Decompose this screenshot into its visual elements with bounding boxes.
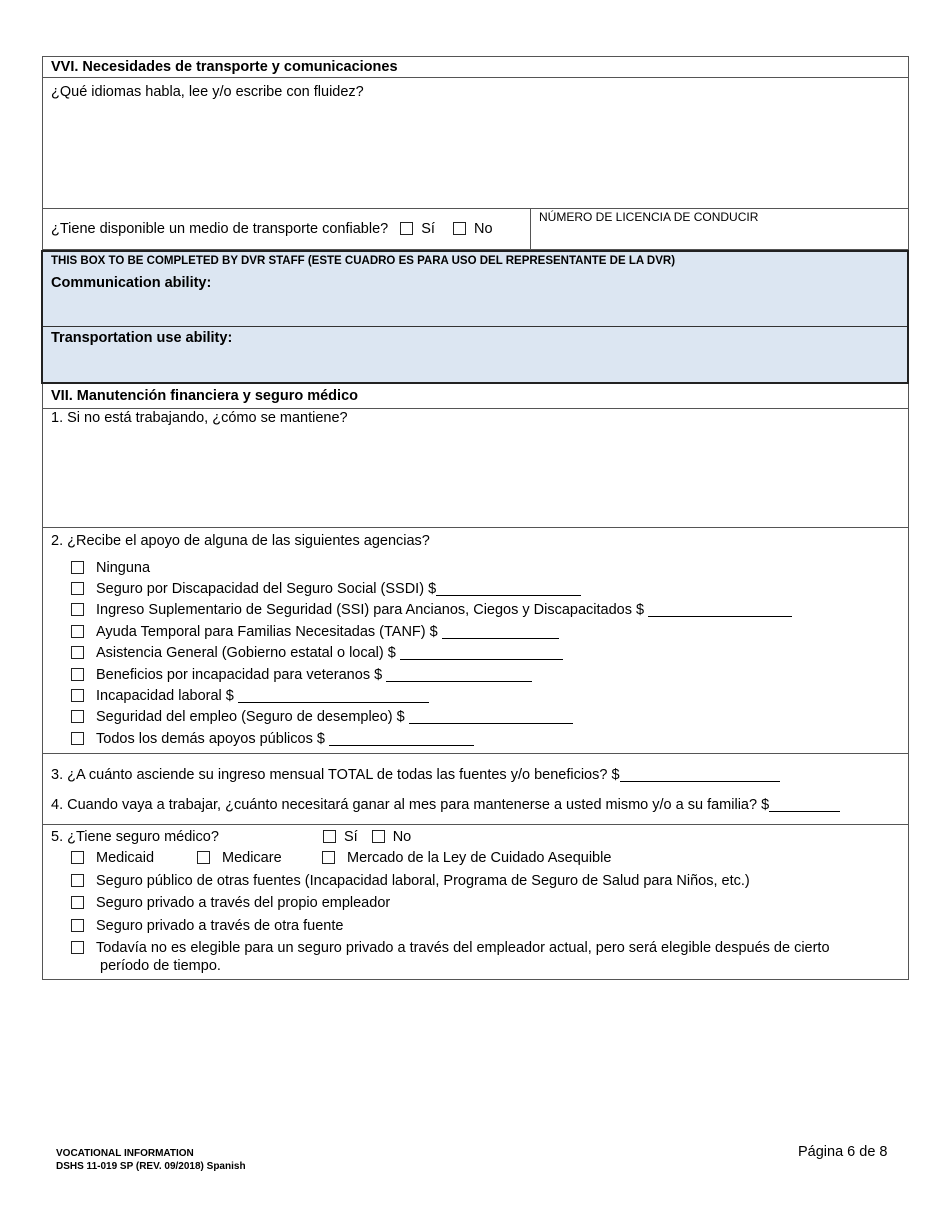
insurance-label: Seguro privado a través del propio empleador — [96, 895, 391, 911]
insurance-item — [71, 918, 343, 934]
agency-item — [71, 602, 792, 618]
agency-label: Incapacidad laboral $ — [96, 688, 234, 704]
languages-answer-area[interactable] — [43, 104, 908, 208]
footer-form-number: DSHS 11-019 SP (REV. 09/2018) Spanish — [56, 1161, 246, 1172]
medicaid-checkbox[interactable] — [71, 851, 84, 864]
marketplace-label: Mercado de la Ley de Cuidado Asequible — [347, 850, 612, 866]
needed-income-line[interactable] — [769, 797, 840, 812]
agency-checkbox[interactable] — [71, 689, 84, 702]
insurance-checkbox[interactable] — [71, 941, 84, 954]
insurance-yes-checkbox[interactable] — [323, 830, 336, 843]
staff-box-heading: THIS BOX TO BE COMPLETED BY DVR STAFF (ESTE CUADRO ES PARA USO DEL REPRESENTANTE DE LA DVR) — [51, 255, 676, 267]
marketplace-checkbox[interactable] — [322, 851, 335, 864]
divider — [42, 77, 909, 78]
section-vi-title: VVI. Necesidades de transporte y comunicaciones — [51, 59, 398, 75]
agency-checkbox[interactable] — [71, 625, 84, 638]
amount-line[interactable] — [436, 581, 581, 596]
insurance-label: Seguro público de otras fuentes (Incapacidad laboral, Programa de Seguro de Salud para Niños, etc.) — [96, 873, 750, 889]
medicare-checkbox[interactable] — [197, 851, 210, 864]
agency-checkbox[interactable] — [71, 668, 84, 681]
agency-label: Seguro por Discapacidad del Seguro Social (SSDI) $ — [96, 581, 437, 597]
agency-item — [71, 731, 474, 747]
insurance-inline-row — [71, 850, 611, 866]
question-4: 4. Cuando vaya a trabajar, ¿cuánto necesitará ganar al mes para mantenerse a usted mismo y/o a su familia? $ — [51, 797, 770, 813]
license-label: NÚMERO DE LICENCIA DE CONDUCIR — [539, 210, 759, 224]
question-5-row — [51, 829, 411, 845]
question-3-row — [51, 767, 780, 783]
divider — [42, 527, 909, 528]
insurance-item — [71, 940, 830, 956]
agency-checkbox[interactable] — [71, 603, 84, 616]
dvr-staff-box — [41, 250, 909, 384]
agency-checkbox[interactable] — [71, 710, 84, 723]
insurance-label: Seguro privado a través de otra fuente — [96, 918, 344, 934]
agency-checkbox[interactable] — [71, 582, 84, 595]
transport-yes-checkbox[interactable] — [400, 222, 413, 235]
medicaid-label: Medicaid — [96, 850, 155, 866]
insurance-item — [71, 873, 750, 889]
question-5: 5. ¿Tiene seguro médico? — [51, 829, 219, 845]
agency-checkbox[interactable] — [71, 732, 84, 745]
agency-item — [71, 645, 563, 661]
transport-no-checkbox[interactable] — [453, 222, 466, 235]
communication-ability-label: Communication ability: — [51, 275, 212, 291]
section-vii-title: VII. Manutención financiera y seguro médico — [51, 388, 358, 404]
transport-question: ¿Tiene disponible un medio de transporte confiable? — [51, 221, 389, 237]
insurance-checkbox[interactable] — [71, 874, 84, 887]
agency-label: Ninguna — [96, 560, 151, 576]
agency-item — [71, 581, 581, 597]
insurance-yes-label: Sí — [344, 829, 358, 845]
amount-line[interactable] — [329, 731, 474, 746]
insurance-checkbox[interactable] — [71, 896, 84, 909]
divider — [42, 753, 909, 754]
amount-line[interactable] — [409, 709, 573, 724]
amount-line[interactable] — [386, 667, 532, 682]
agency-label: Ayuda Temporal para Familias Necesitadas (TANF) $ — [96, 624, 438, 640]
agency-label: Beneficios por incapacidad para veteranos $ — [96, 667, 383, 683]
agency-item — [71, 667, 532, 683]
agency-checkbox[interactable] — [71, 561, 84, 574]
agency-item — [71, 624, 559, 640]
insurance-label-continuation: período de tiempo. — [100, 958, 221, 974]
page-number: Página 6 de 8 — [798, 1144, 888, 1160]
question-2: 2. ¿Recibe el apoyo de alguna de las siguientes agencias? — [51, 533, 430, 549]
agency-item — [71, 688, 429, 704]
footer-form-title: VOCATIONAL INFORMATION — [56, 1148, 194, 1159]
amount-line[interactable] — [400, 645, 563, 660]
question-3: 3. ¿A cuánto asciende su ingreso mensual TOTAL de todas las fuentes y/o beneficios? $ — [51, 767, 620, 783]
divider — [42, 824, 909, 825]
medicare-label: Medicare — [222, 850, 282, 866]
question-4-row — [51, 797, 840, 813]
transportation-ability-label: Transportation use ability: — [51, 330, 233, 346]
agency-item — [71, 709, 573, 725]
transport-question-row — [51, 221, 493, 237]
agency-label: Asistencia General (Gobierno estatal o local) $ — [96, 645, 396, 661]
divider — [530, 208, 531, 250]
question-1: 1. Si no está trabajando, ¿cómo se mantiene? — [51, 410, 348, 426]
transport-yes-label: Sí — [421, 221, 435, 237]
amount-line[interactable] — [648, 602, 792, 617]
languages-question: ¿Qué idiomas habla, lee y/o escribe con fluidez? — [51, 84, 364, 100]
insurance-item — [71, 895, 390, 911]
agency-label: Seguridad del empleo (Seguro de desempleo) $ — [96, 709, 405, 725]
question-1-answer-area[interactable] — [43, 430, 908, 526]
divider — [42, 408, 909, 409]
divider — [43, 326, 907, 327]
insurance-no-label: No — [392, 829, 412, 845]
agency-checkbox[interactable] — [71, 646, 84, 659]
total-income-line[interactable] — [620, 767, 780, 782]
license-input[interactable] — [532, 226, 907, 248]
agency-label: Todos los demás apoyos públicos $ — [96, 731, 325, 747]
insurance-checkbox[interactable] — [71, 919, 84, 932]
agency-item — [71, 560, 150, 576]
transport-no-label: No — [473, 221, 493, 237]
amount-line[interactable] — [238, 688, 429, 703]
divider — [42, 208, 909, 209]
insurance-no-checkbox[interactable] — [372, 830, 385, 843]
agency-label: Ingreso Suplementario de Seguridad (SSI) para Ancianos, Ciegos y Discapacitados $ — [96, 602, 645, 618]
insurance-label: Todavía no es elegible para un seguro privado a través del empleador actual, pero será elegible después de cierto — [96, 940, 830, 956]
amount-line[interactable] — [442, 624, 559, 639]
